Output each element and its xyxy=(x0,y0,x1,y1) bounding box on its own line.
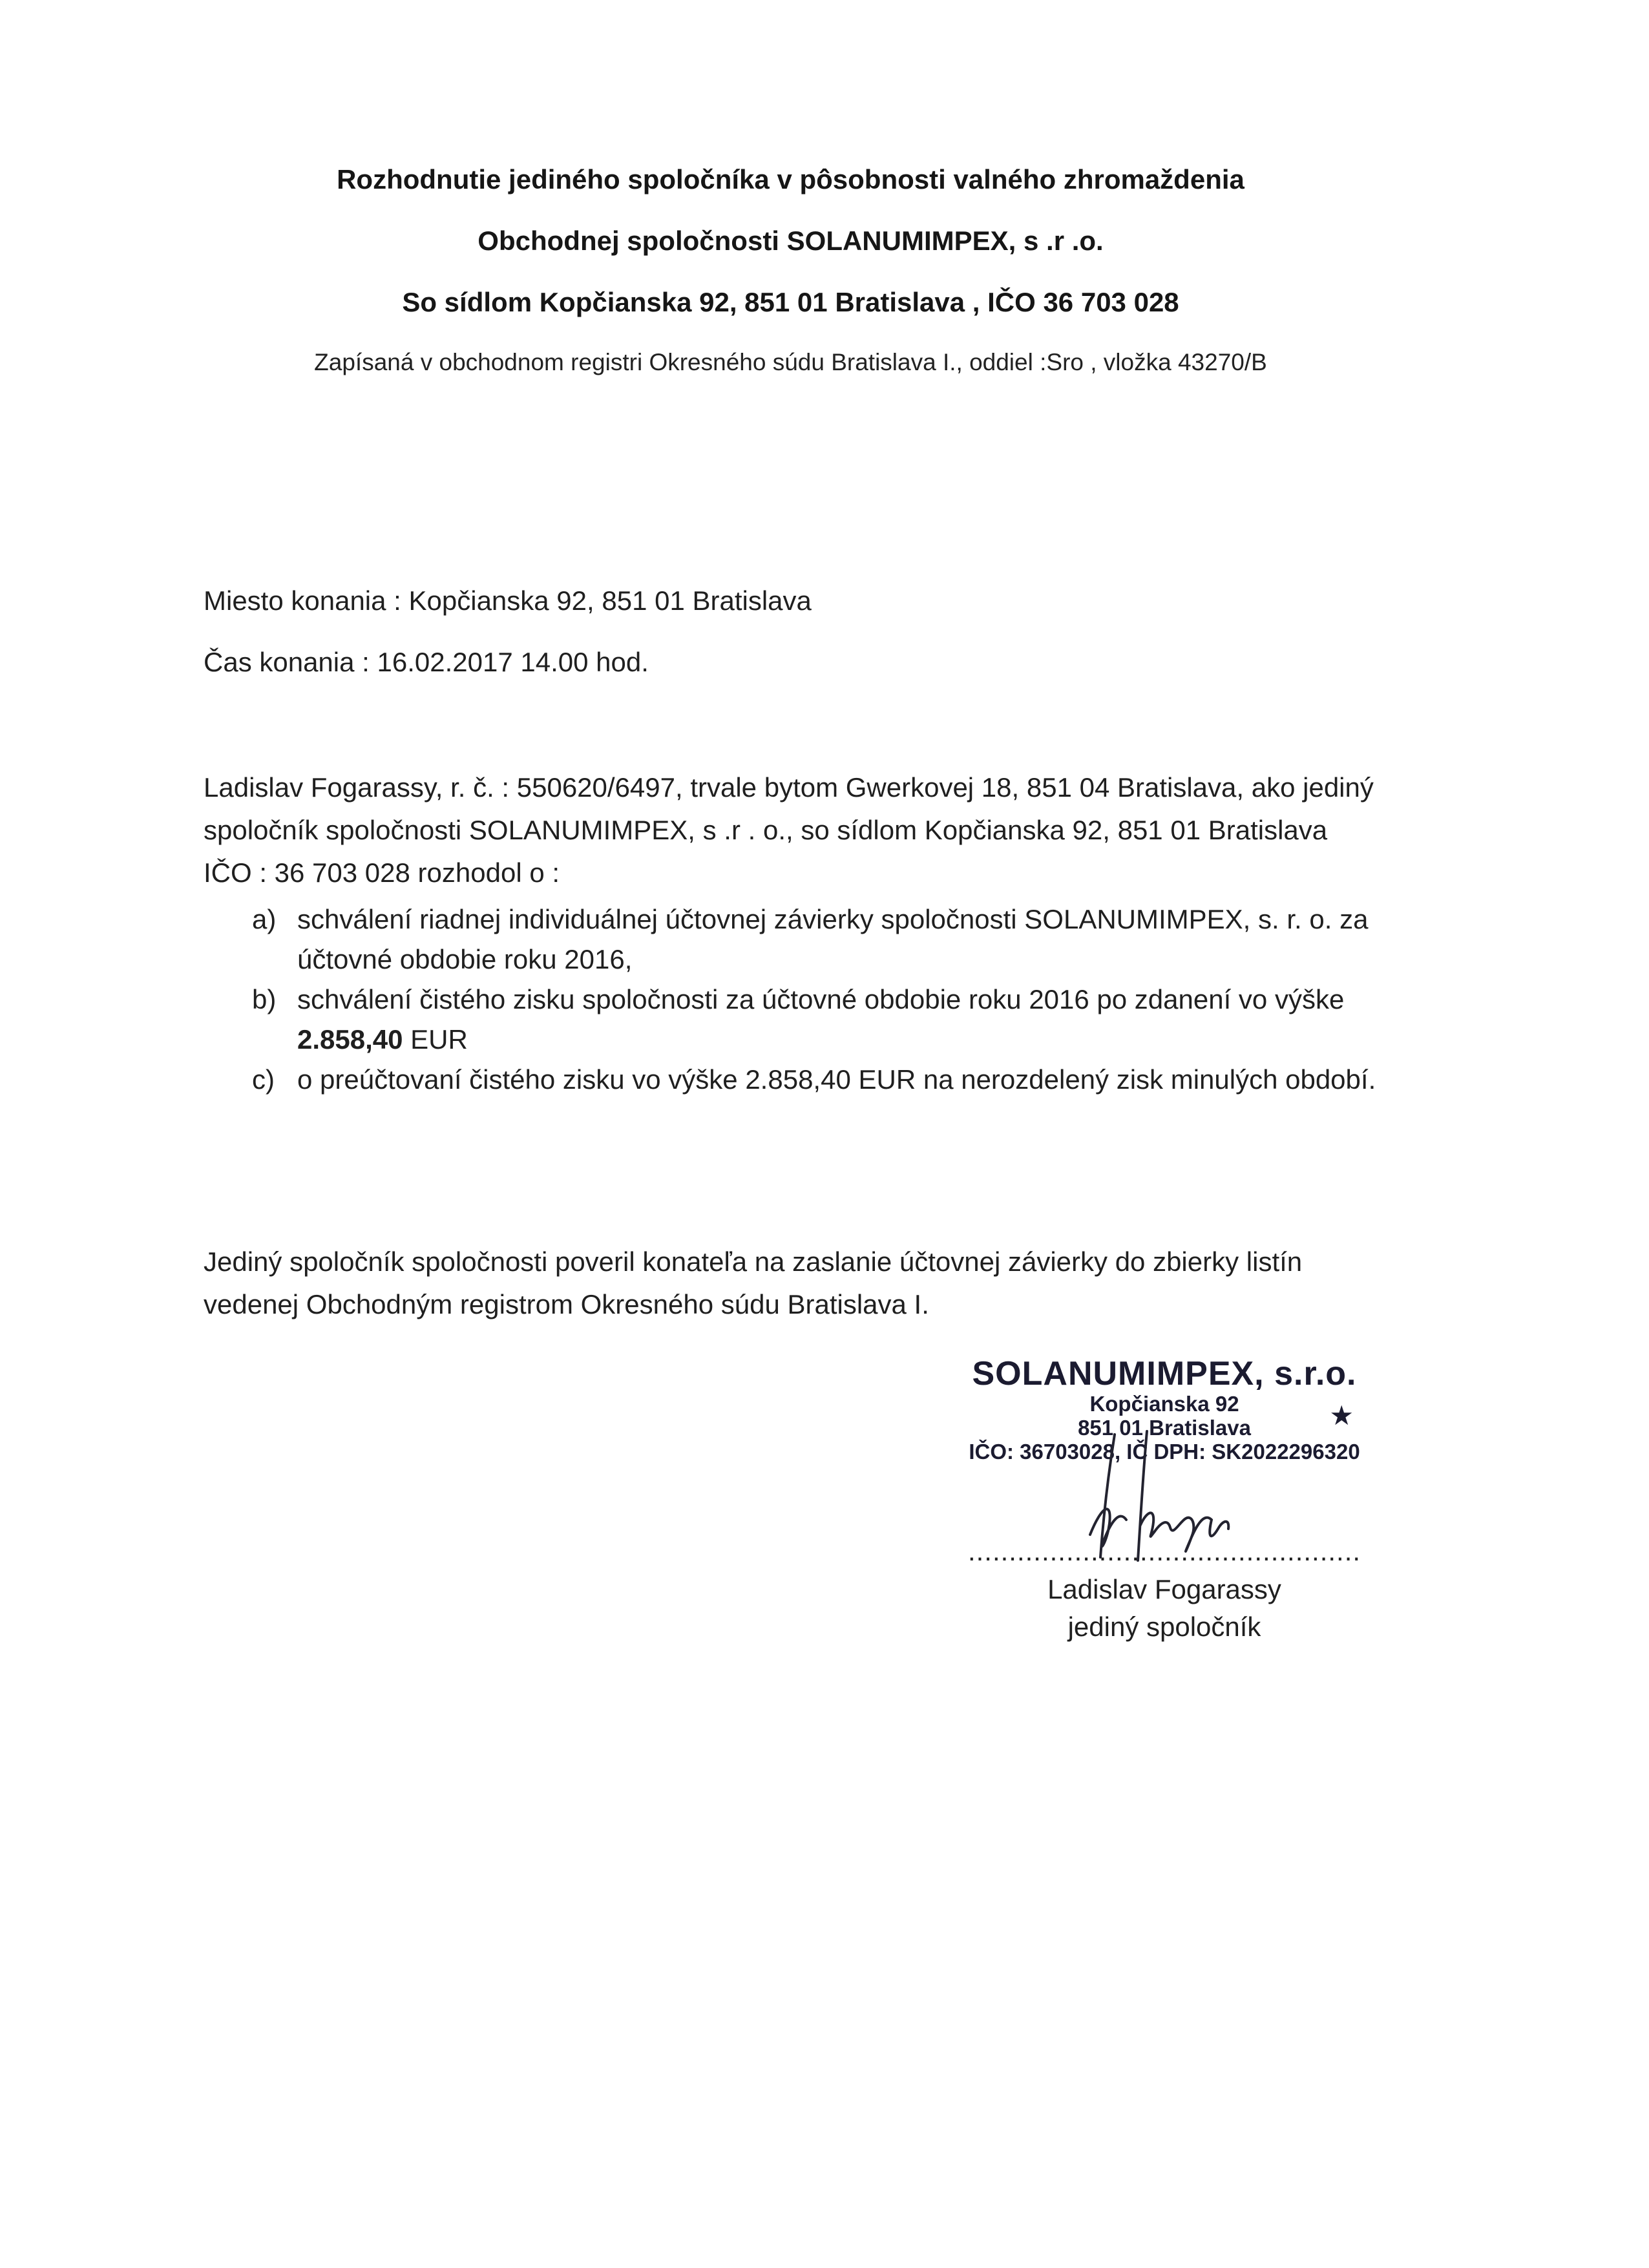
star-icon: ★ xyxy=(1329,1400,1354,1431)
signatory-role: jediný spoločník xyxy=(1067,1612,1261,1642)
closing-paragraph: Jediný spoločník spoločnosti poveril konateľa na zaslanie účtovnej závierky do zbierky listín vedenej Obchodným registrom Okresného súdu Bratislava I. xyxy=(204,1246,1303,1319)
company-stamp xyxy=(941,1356,1387,1464)
stamp-address-line-1: Kopčianska 92 xyxy=(1089,1392,1239,1416)
document-title-line-1: Rozhodnutie jediného spoločníka v pôsobnosti valného zhromaždenia xyxy=(337,164,1245,194)
decision-marker-c: c) xyxy=(252,1064,275,1095)
decision-text-b xyxy=(297,980,1378,1060)
decision-item-b xyxy=(204,980,1378,1060)
document-title-line-3: So sídlom Kopčianska 92, 851 01 Bratislava , IČO 36 703 028 xyxy=(402,287,1179,317)
stamp-ids-line: IČO: 36703028, IČ DPH: SK2022296320 xyxy=(969,1440,1360,1464)
meeting-time: Čas konania : 16.02.2017 14.00 hod. xyxy=(204,647,649,677)
decision-text-b-after: EUR xyxy=(403,1024,468,1055)
intro-paragraph: Ladislav Fogarassy, r. č. : 550620/6497, trvale bytom Gwerkovej 18, 851 04 Bratislava, ako jediný spoločník spoločnosti SOLANUMIMPEX, s .r . o., so sídlom Kopčianska 92, 851 01 Bratislava IČO : 36 703 028 rozhodol o : xyxy=(204,772,1374,888)
decision-marker-b: b) xyxy=(252,984,277,1014)
decision-marker-a: a) xyxy=(252,904,277,934)
decision-text-c: o preúčtovaní čistého zisku vo výške 2.858,40 EUR na nerozdelený zisk minulých období. xyxy=(297,1064,1376,1095)
net-profit-amount: 2.858,40 xyxy=(297,1024,403,1055)
decisions-list xyxy=(204,899,1378,1100)
signature-dotted-line: ................................................ xyxy=(967,1536,1361,1566)
signature-block xyxy=(941,1356,1387,1646)
decision-text-a: schválení riadnej individuálnej účtovnej závierky spoločnosti SOLANUMIMPEX, s. r. o. za účtovné obdobie roku 2016, xyxy=(297,904,1369,974)
registration-line: Zapísaná v obchodnom registri Okresného súdu Bratislava I., oddiel :Sro , vložka 43270/B xyxy=(314,349,1267,375)
stamp-company-name: SOLANUMIMPEX, s.r.o. xyxy=(972,1355,1357,1392)
decision-item-a xyxy=(204,899,1378,980)
signatory-name: Ladislav Fogarassy xyxy=(1047,1574,1281,1604)
meeting-place: Miesto konania : Kopčianska 92, 851 01 Bratislava xyxy=(204,585,812,616)
signature-area xyxy=(941,1535,1387,1646)
document-title-line-2: Obchodnej spoločnosti SOLANUMIMPEX, s .r .o. xyxy=(478,226,1104,256)
meeting-info xyxy=(204,580,1378,684)
document-header xyxy=(204,163,1378,378)
stamp-address-line-2: 851 01 Bratislava xyxy=(1078,1416,1251,1440)
decision-item-c xyxy=(204,1060,1378,1100)
decision-text-b-before: schválení čistého zisku spoločnosti za účtovné obdobie roku 2016 po zdanení vo výške xyxy=(297,984,1345,1014)
